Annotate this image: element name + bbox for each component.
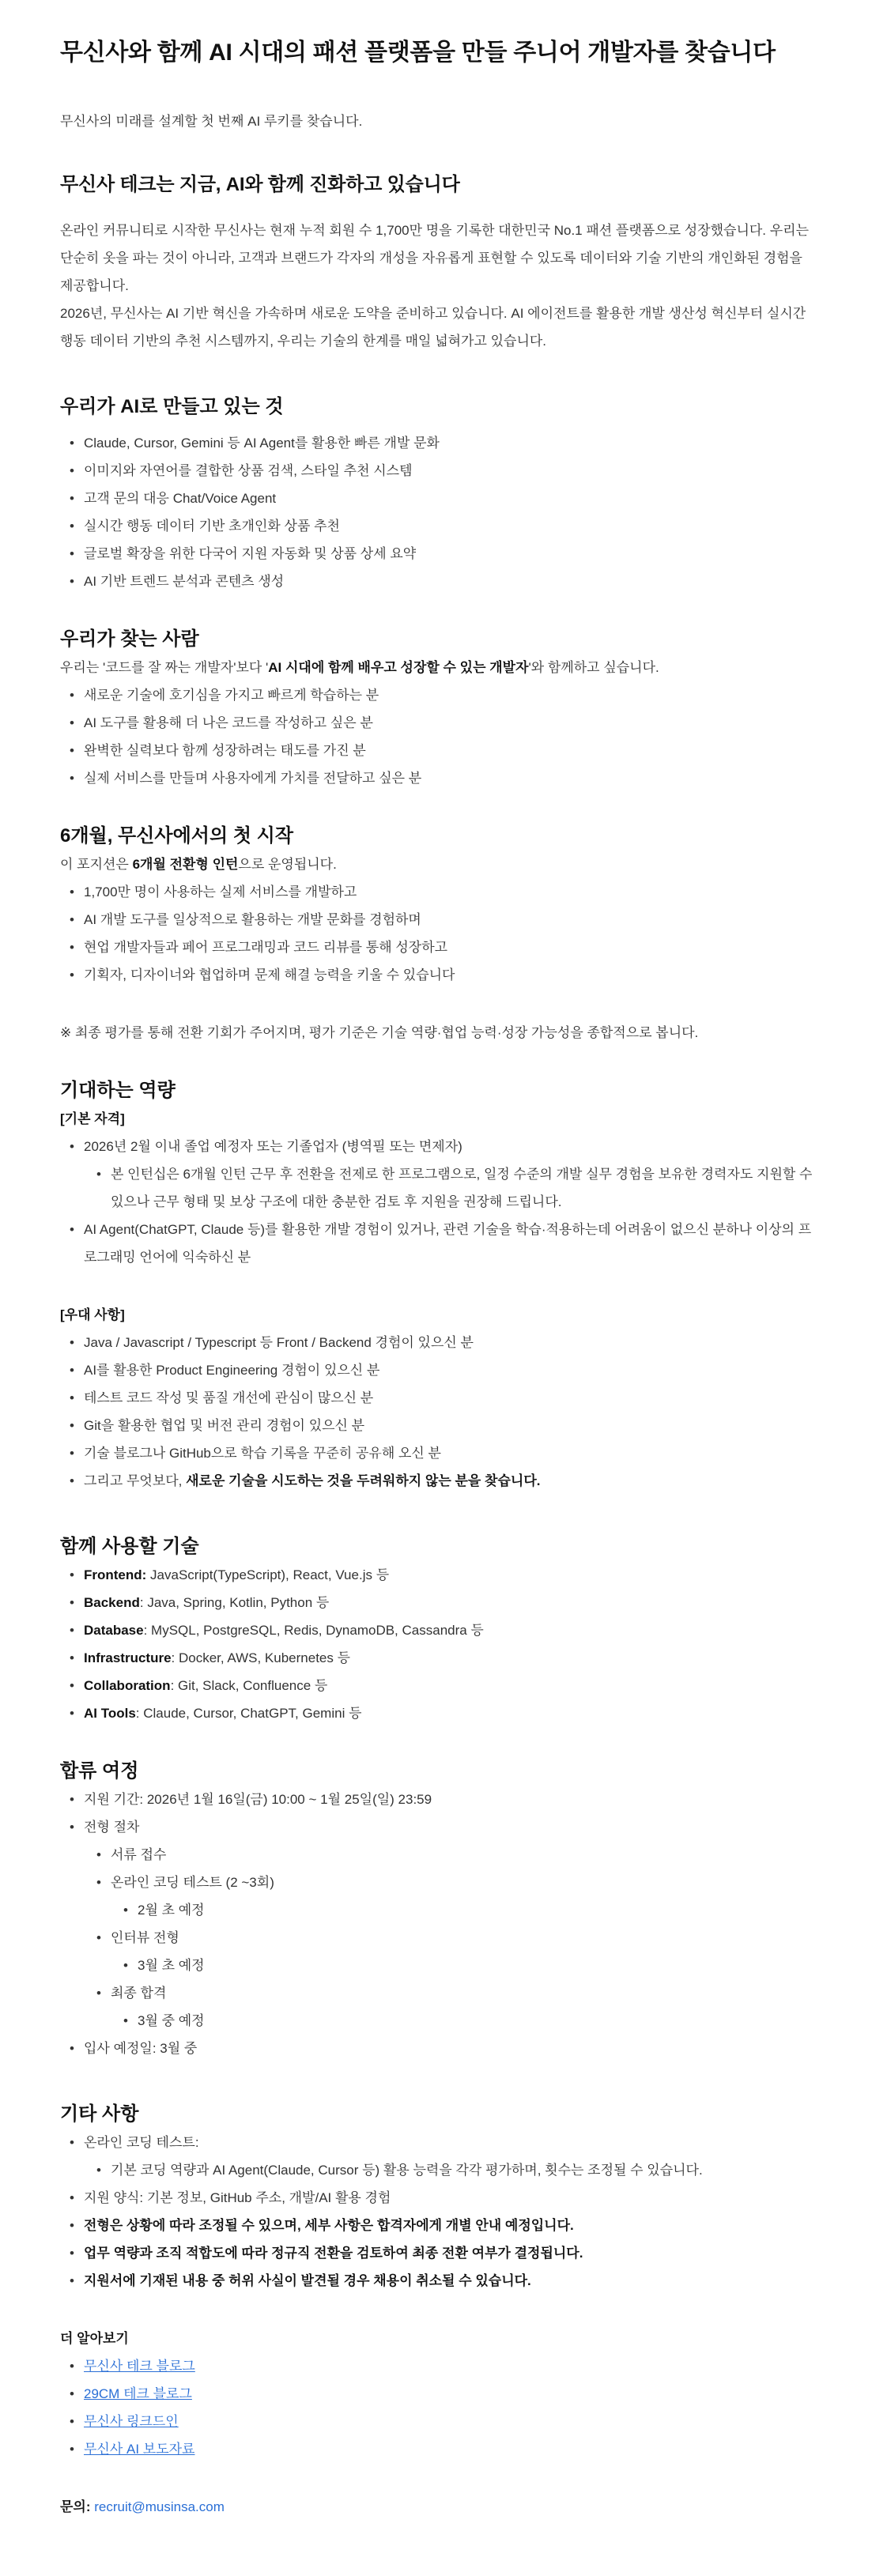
looking-heading: 우리가 찾는 사람: [60, 628, 199, 650]
list-item: • Frontend: JavaScript(TypeScript), React, Vue.js 등: [84, 1561, 817, 1589]
start-lead: 이 포지션은 6개월 전환형 인턴으로 운영됩니다.: [60, 857, 337, 872]
list-item: • 입사 예정일: 3월 중: [84, 2035, 817, 2062]
start-list: [60, 878, 817, 989]
list-item: • Collaboration: Git, Slack, Confluence 등: [84, 1672, 817, 1699]
list-item: • Claude, Cursor, Gemini 등 AI Agent를 활용한 빠른 개발 문화: [84, 429, 817, 457]
page-title: 무신사와 함께 AI 시대의 패션 플랫폼을 만들 주니어 개발자를 찾습니다: [60, 40, 776, 66]
competency-heading: 기대하는 역량: [60, 1080, 176, 1101]
etc-heading: 기타 사항: [60, 2103, 139, 2125]
list-item: • 현업 개발자들과 페어 프로그래밍과 코드 리뷰를 통해 성장하고: [84, 933, 817, 961]
list-item: • 실시간 행동 데이터 기반 초개인화 상품 추천: [84, 512, 817, 540]
list-item: • 기본 코딩 역량과 AI Agent(Claude, Cursor 등) 활용 능력을 각각 평가하며, 횟수는 조정될 수 있습니다.: [111, 2156, 817, 2184]
journey-list: [60, 1786, 817, 2062]
list-item: • 1,700만 명이 사용하는 실제 서비스를 개발하고: [84, 878, 817, 906]
list-item: [84, 2380, 817, 2408]
contact-label: 문의:: [60, 2499, 91, 2514]
looking-list: [60, 681, 817, 792]
building-list: [60, 429, 817, 595]
list-item: • 완벽한 실력보다 함께 성장하려는 태도를 가진 분: [84, 737, 817, 764]
start-note: ※ 최종 평가를 통해 전환 기회가 주어지며, 평가 기준은 기술 역량·협업 능력·성장 가능성을 종합적으로 봅니다.: [60, 1025, 699, 1040]
preferred-qualifications-label: [우대 사항]: [60, 1307, 125, 1322]
journey-heading: 합류 여정: [60, 1760, 139, 1782]
list-item: • AI 개발 도구를 일상적으로 활용하는 개발 문화를 경험하며: [84, 906, 817, 933]
list-item: • 온라인 코딩 테스트 (2 ~3회) • 2월 초 예정: [111, 1869, 817, 1924]
list-item: • 본 인턴십은 6개월 인턴 근무 후 전환을 전제로 한 프로그램으로, 일정 수준의 개발 실무 경험을 보유한 경력자도 지원할 수 있으나 근무 형태 및 보상 구조에 대한 충분한 검토 후 지원을 권장해 드립니다.: [111, 1160, 817, 1216]
list-item: • AI 기반 트렌드 분석과 콘텐츠 생성: [84, 568, 817, 595]
intro-text: 무신사의 미래를 설계할 첫 번째 AI 루키를 찾습니다.: [60, 114, 363, 129]
more-heading: 더 알아보기: [60, 2331, 129, 2346]
list-item: • 기술 블로그나 GitHub으로 학습 기록을 꾸준히 공유해 오신 분: [84, 1439, 817, 1467]
etc-list: [60, 2129, 817, 2295]
list-item: • 전형 절차 • 서류 접수 • 온라인 코딩 테스트 (2 ~3회) • 2월 초 예정 • 인터뷰 전형 • 3월 초 예정 • 최종 합격 • 3월 중 예정: [84, 1813, 817, 2035]
list-item: • 그리고 무엇보다, 새로운 기술을 시도하는 것을 두려워하지 않는 분을 찾습니다.: [84, 1467, 817, 1495]
list-item: • 2월 초 예정: [138, 1896, 817, 1924]
looking-lead: 우리는 '코드를 잘 짜는 개발자'보다 'AI 시대에 함께 배우고 성장할 수 있는 개발자'와 함께하고 싶습니다.: [60, 660, 659, 675]
tech-heading: 무신사 테크는 지금, AI와 함께 진화하고 있습니다: [60, 174, 460, 195]
tech-paragraph-2: 2026년, 무신사는 AI 기반 혁신을 가속하며 새로운 도약을 준비하고 있습니다. AI 에이전트를 활용한 개발 생산성 혁신부터 실시간 행동 데이터 기반의 추천 시스템까지, 우리는 기술의 한계를 매일 넓혀가고 있습니다.: [60, 306, 806, 349]
list-item: • 최종 합격 • 3월 중 예정: [111, 1979, 817, 2035]
tech-blog-link[interactable]: 무신사 테크 블로그: [84, 2359, 195, 2374]
linkedin-link[interactable]: 무신사 링크드인: [84, 2414, 179, 2429]
start-heading: 6개월, 무신사에서의 첫 시작: [60, 825, 294, 847]
list-item: • AI 도구를 활용해 더 나은 코드를 작성하고 싶은 분: [84, 709, 817, 737]
tech-paragraph-1: 온라인 커뮤니티로 시작한 무신사는 현재 누적 회원 수 1,700만 명을 기록한 대한민국 No.1 패션 플랫폼으로 성장했습니다. 우리는 단순히 옷을 파는 것이 아니라, 고객과 브랜드가 각자의 개성을 자유롭게 표현할 수 있도록 데이터와 기술 기반의 개인화된 경험을 제공합니다.: [60, 223, 809, 293]
29cm-tech-blog-link[interactable]: 29CM 테크 블로그: [84, 2386, 192, 2401]
list-item: • 지원 기간: 2026년 1월 16일(금) 10:00 ~ 1월 25일(일) 23:59: [84, 1786, 817, 1813]
list-item: • Backend: Java, Spring, Kotlin, Python 등: [84, 1589, 817, 1616]
building-heading: 우리가 AI로 만들고 있는 것: [60, 396, 284, 417]
list-item: • 지원서에 기재된 내용 중 허위 사실이 발견될 경우 채용이 취소될 수 있습니다.: [84, 2267, 817, 2295]
list-item: [84, 2435, 817, 2463]
list-item: • AI Agent(ChatGPT, Claude 등)를 활용한 개발 경험이 있거나, 관련 기술을 학습·적용하는데 어려움이 없으신 분하나 이상의 프로그래밍 언어에 익숙하신 분: [84, 1216, 817, 1271]
list-item: • 새로운 기술에 호기심을 가지고 빠르게 학습하는 분: [84, 681, 817, 709]
list-item: • 지원 양식: 기본 정보, GitHub 주소, 개발/AI 활용 경험: [84, 2184, 817, 2212]
list-item: • AI를 활용한 Product Engineering 경험이 있으신 분: [84, 1356, 817, 1384]
basic-qualifications-label: [기본 자격]: [60, 1111, 125, 1126]
basic-qualifications-list: [60, 1133, 817, 1271]
stack-heading: 함께 사용할 기술: [60, 1536, 199, 1557]
list-item: • 3월 초 예정: [138, 1952, 817, 1979]
list-item: • 업무 역량과 조직 적합도에 따라 정규직 전환을 검토하여 최종 전환 여부가 결정됩니다.: [84, 2239, 817, 2267]
list-item: • 온라인 코딩 테스트: • 기본 코딩 역량과 AI Agent(Claude, Cursor 등) 활용 능력을 각각 평가하며, 횟수는 조정될 수 있습니다.: [84, 2129, 817, 2184]
list-item: • Git을 활용한 협업 및 버전 관리 경험이 있으신 분: [84, 1412, 817, 1439]
contact-line: [60, 2493, 817, 2521]
list-item: • 글로벌 확장을 위한 다국어 지원 자동화 및 상품 상세 요약: [84, 540, 817, 568]
list-item: • Java / Javascript / Typescript 등 Front / Backend 경험이 있으신 분: [84, 1329, 817, 1356]
ai-press-link[interactable]: 무신사 AI 보도자료: [84, 2442, 195, 2457]
list-item: • 이미지와 자연어를 결합한 상품 검색, 스타일 추천 시스템: [84, 457, 817, 485]
list-item: • 고객 문의 대응 Chat/Voice Agent: [84, 485, 817, 512]
preferred-qualifications-list: [60, 1329, 817, 1495]
list-item: • 기획자, 디자이너와 협업하며 문제 해결 능력을 키울 수 있습니다: [84, 961, 817, 989]
list-item: • Database: MySQL, PostgreSQL, Redis, DynamoDB, Cassandra 등: [84, 1616, 817, 1644]
list-item: • 서류 접수: [111, 1841, 817, 1869]
list-item: • 2026년 2월 이내 졸업 예정자 또는 기졸업자 (병역필 또는 면제자) • 본 인턴십은 6개월 인턴 근무 후 전환을 전제로 한 프로그램으로, 일정 수준의 개발 실무 경험을 보유한 경력자도 지원할 수 있으나 근무 형태 및 보상 구조에 대한 충분한 검토 후 지원을 권장해 드립니다.: [84, 1133, 817, 1216]
list-item: • 인터뷰 전형 • 3월 초 예정: [111, 1924, 817, 1979]
list-item: [84, 2408, 817, 2435]
list-item: • 전형은 상황에 따라 조정될 수 있으며, 세부 사항은 합격자에게 개별 안내 예정입니다.: [84, 2212, 817, 2239]
list-item: • 3월 중 예정: [138, 2007, 817, 2035]
more-links-list: [60, 2352, 817, 2463]
list-item: • AI Tools: Claude, Cursor, ChatGPT, Gemini 등: [84, 1699, 817, 1727]
list-item: [84, 2352, 817, 2380]
list-item: • Infrastructure: Docker, AWS, Kubernetes 등: [84, 1644, 817, 1672]
stack-list: [60, 1561, 817, 1727]
contact-email-link[interactable]: recruit@musinsa.com: [94, 2499, 225, 2514]
list-item: • 실제 서비스를 만들며 사용자에게 가치를 전달하고 싶은 분: [84, 764, 817, 792]
list-item: • 테스트 코드 작성 및 품질 개선에 관심이 많으신 분: [84, 1384, 817, 1412]
